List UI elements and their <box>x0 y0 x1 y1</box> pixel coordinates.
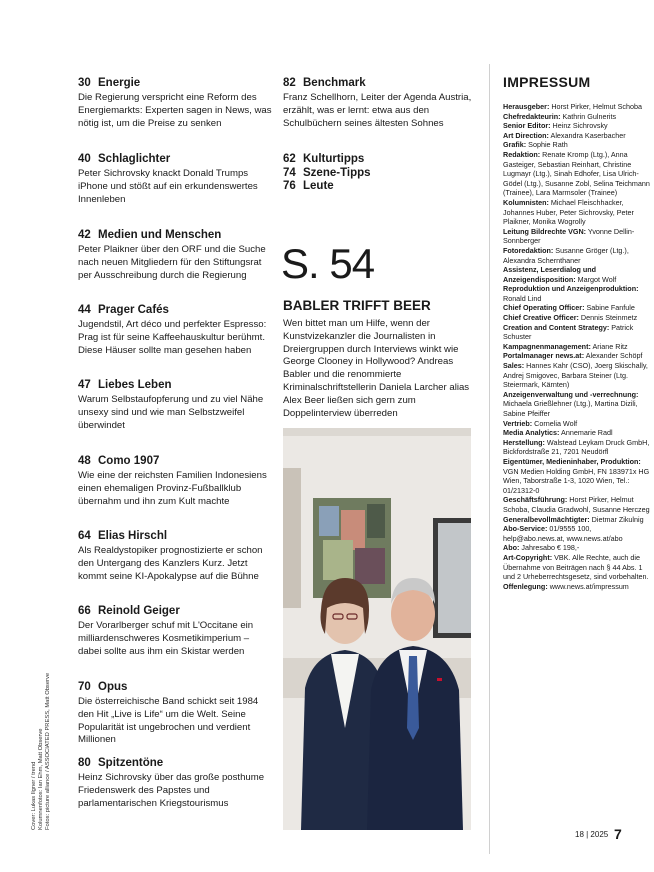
toc-item[interactable] <box>78 228 273 282</box>
toc-item[interactable] <box>78 454 273 508</box>
toc-item-benchmark[interactable] <box>283 76 478 130</box>
toc-page-number: 82 <box>283 77 296 89</box>
credit-line: Fotos: picture alliance / ASSOCIATED PRESS, Matt Observe <box>45 672 51 830</box>
impressum-value: 01/9555 100, help@abo.news.at, www.news.at/abo <box>503 524 623 543</box>
impressum-label: Herstellung: <box>503 437 545 447</box>
impressum-value: Horst Pirker, Helmut Schoba, Claudia Gradwohl, Susanne Herczeg <box>503 495 650 514</box>
toc-description: Peter Sichrovsky knackt Donald Trumps iPhone und stößt auf ein erkundenswertes Innenleben <box>78 168 258 205</box>
impressum-entry <box>503 457 651 495</box>
impressum-label: Chief Creative Officer: <box>503 313 579 323</box>
impressum-value: www.news.at/impressum <box>547 581 629 591</box>
impressum-value: Alexandra Kaserbacher <box>548 130 626 140</box>
toc-heading <box>78 228 273 242</box>
impressum-value: Kathrin Gulnerits <box>560 111 617 121</box>
toc-title: Reinold Geiger <box>98 605 180 617</box>
toc-page-number: 64 <box>78 530 91 542</box>
toc-title: Prager Cafés <box>98 304 169 316</box>
toc-item[interactable] <box>78 680 273 747</box>
impressum-entry <box>503 361 651 390</box>
toc-description: Die Regierung verspricht eine Reform des Energiemarkts: Experten sagen in News, was nötig ist, um die Preise zu senken <box>78 92 272 129</box>
toc-title: Como 1907 <box>98 455 160 467</box>
toc-item[interactable] <box>283 180 371 194</box>
toc-description: Warum Selbstaufopferung und zu viel Nähe unsexy sind und wie man Selbstzweifel überwindet <box>78 394 264 431</box>
impressum-value: Dietmar Zikulnig <box>589 514 644 524</box>
impressum-value: Ronald Lind <box>503 293 542 303</box>
impressum-value: Hannes Kahr (CSO), Joerg Skischally, Andrej Smigovec, Barbara Steiner (Ltg. Steiermark, Kärnten) <box>503 361 648 390</box>
impressum-entry <box>503 553 651 582</box>
impressum-entry <box>503 342 651 352</box>
short-toc-list <box>283 153 371 194</box>
impressum-entry <box>503 246 651 265</box>
toc-description: Die österreichische Band schickt seit 1984 den Hit „Live is Life“ um die Welt. Seine Popularität ist ungebrochen und verdient Millionen <box>78 696 259 746</box>
impressum-entry <box>503 131 651 141</box>
impressum-entry <box>503 351 651 361</box>
impressum-value: Cornelia Wolf <box>532 418 578 428</box>
impressum-label: Leitung Bildrechte VGN: <box>503 226 587 236</box>
credit-line: Kolumnenfotos: Ian Ehm, Matt Observe <box>38 728 44 830</box>
toc-title: Medien und Menschen <box>98 229 222 241</box>
impressum-value: Patrick Schuster <box>503 322 634 342</box>
impressum-entry <box>503 112 651 122</box>
toc-page-number: 44 <box>78 304 91 316</box>
impressum-title: IMPRESSUM <box>503 74 591 90</box>
toc-item[interactable] <box>78 529 273 583</box>
impressum-entry <box>503 150 651 198</box>
impressum-label: Chief Operating Officer: <box>503 303 585 313</box>
impressum-value: Michaela Grießlehner (Ltg.), Martina Dizili, Sabine Pfeiffer <box>503 399 638 418</box>
impressum-entry <box>503 303 651 313</box>
impressum-entry <box>503 428 651 438</box>
impressum-label: Geschäftsführung: <box>503 495 568 505</box>
impressum-value: Michael Fleischhacker, Johannes Huber, Peter Sichrovsky, Peter Plaikner, Monika Wogrolly <box>503 197 634 227</box>
impressum-entry <box>503 515 651 525</box>
impressum-label: Art-Copyright: <box>503 552 553 562</box>
impressum-label: Creation and Content Strategy: <box>503 322 610 332</box>
toc-title: Liebes Leben <box>98 379 172 391</box>
impressum-value: Jahresabo € 198,- <box>519 543 580 553</box>
toc-description: Der Vorarlberger schuf mit L'Occitane ein milliardenschweres Kosmetikimperium – dabei sollte aus ihm ein Skistar werden <box>78 620 254 657</box>
impressum-label: Reproduktion und Anzeigenproduktion: <box>503 284 639 294</box>
toc-page-number: 70 <box>78 681 91 693</box>
toc-description: Franz Schellhorn, Leiter der Agenda Austria, erzählt, was er lernt: etwa aus den Schulbüchern seines ältesten Sohnes <box>283 92 472 129</box>
impressum-label: Media Analytics: <box>503 428 560 438</box>
impressum-entry <box>503 323 651 342</box>
feature-title[interactable]: BABLER TRIFFT BEER <box>283 298 431 313</box>
impressum-label: Sales: <box>503 361 525 371</box>
impressum-value: Walstead Leykam Druck GmbH, Bickfordstraße 21, 7201 Neudörfl <box>503 437 650 457</box>
toc-page-number: 66 <box>78 605 91 617</box>
toc-page-number: 42 <box>78 229 91 241</box>
toc-description: Als Realdystopiker prognostizierte er schon den Untergang des Kanzlers Kurz. Jetzt kommt seine KI-Apokalypse auf die Bühne <box>78 545 263 582</box>
impressum-label: Assistenz, Leserdialog und Anzeigendisposition: <box>503 265 597 284</box>
impressum-label: Kolumnisten: <box>503 197 549 207</box>
impressum-label: Eigentümer, Medieninhaber, Produktion: <box>503 456 641 466</box>
toc-title: Spitzentöne <box>98 757 164 769</box>
impressum-entry <box>503 390 651 419</box>
toc-page-number: 80 <box>78 757 91 769</box>
impressum-entry <box>503 438 651 457</box>
impressum-value: Margot Wolf <box>575 274 617 284</box>
credit-line: Cover: Lukas Ilgner / trend <box>31 761 37 830</box>
toc-title: Benchmark <box>303 77 366 89</box>
impressum-label: Abo: <box>503 543 520 553</box>
toc-heading <box>283 76 478 90</box>
impressum-value: Sophie Rath <box>526 140 568 150</box>
toc-heading <box>78 378 273 392</box>
toc-title: Kulturtipps <box>303 153 365 165</box>
impressum-label: Art Direction: <box>503 130 549 140</box>
toc-heading <box>78 454 273 468</box>
toc-title: Elias Hirschl <box>98 530 168 542</box>
toc-description: Peter Plaikner über den ORF und die Suche nach neuen Mitgliedern für den Stiftungsrat per Ausschreibung durch die Regierung <box>78 244 266 281</box>
impressum-label: Abo-Service: <box>503 524 548 534</box>
impressum-entry <box>503 102 651 112</box>
impressum-value: Annemarie Radl <box>559 428 613 438</box>
toc-heading <box>78 604 273 618</box>
toc-heading <box>78 680 273 694</box>
toc-page-number: 40 <box>78 153 91 165</box>
toc-item[interactable] <box>283 167 371 181</box>
toc-item[interactable] <box>78 604 273 658</box>
impressum-label: Anzeigenverwaltung und -verrechnung: <box>503 389 639 399</box>
impressum-label: Portalmanager news.at: <box>503 351 585 361</box>
toc-item[interactable] <box>78 756 273 810</box>
impressum-entry <box>503 284 651 303</box>
column-divider <box>489 64 490 854</box>
toc-heading <box>78 76 273 90</box>
impressum-value: Susanne Gröger (Ltg.), Alexandra Schernthaner <box>503 245 629 265</box>
toc-title: Schlaglichter <box>98 153 171 165</box>
photo-credits <box>31 673 52 830</box>
toc-title: Leute <box>303 180 334 192</box>
toc-page-number: 74 <box>283 166 296 179</box>
feature-photo-illustration <box>283 428 471 830</box>
impressum-entry <box>503 543 651 553</box>
impressum-label: Grafik: <box>503 140 527 150</box>
impressum-value: Yvonne Dellin-Sonnberger <box>503 226 635 246</box>
impressum-body <box>503 102 651 591</box>
toc-item[interactable] <box>78 152 273 206</box>
impressum-value: Ariane Ritz <box>590 341 628 351</box>
impressum-entry <box>503 227 651 246</box>
toc-heading <box>78 756 273 770</box>
impressum-label: Fotoredaktion: <box>503 245 554 255</box>
impressum-label: Chefredakteurin: <box>503 111 561 121</box>
impressum-entry <box>503 524 651 543</box>
impressum-label: Herausgeber: <box>503 102 550 111</box>
toc-item[interactable] <box>283 153 371 167</box>
toc-title: Szene-Tipps <box>303 166 371 179</box>
toc-description: Heinz Sichrovsky über das große posthume Friedenswerk des Papstes und parlamentarischen Kriegstourismus <box>78 772 265 809</box>
impressum-entry <box>503 140 651 150</box>
toc-heading <box>78 529 273 543</box>
impressum-value: Renate Kromp (Ltg.), Anna Gasteiger, Sebastian Reinhart, Christine Lugmayr (Ltg.), Sinah Edhofer, Lisa Ulrich-Gödel (Ltg.), Susanne Zobl, Selina Teichmann (Trainee), Lara Marmsoler (Trainee) <box>503 149 650 198</box>
impressum-value: VGN Medien Holding GmbH, FN 183971x HG Wien, Taborstraße 1-3, 1020 Wien, Tel.: 01/21312-0 <box>503 466 650 495</box>
impressum-entry <box>503 265 651 284</box>
toc-heading <box>78 152 273 166</box>
impressum-label: Offenlegung: <box>503 581 548 591</box>
issue-number: 18 | 2025 <box>575 830 609 839</box>
toc-title: Opus <box>98 681 128 693</box>
page-number: 7 <box>614 826 622 842</box>
impressum-label: Redaktion: <box>503 149 541 159</box>
impressum-entry <box>503 313 651 323</box>
impressum-value: VBK. Alle Rechte, auch die Übernahme von Beiträgen nach § 44 Abs. 1 und 2 Urheberrechtsgesetz, sind vorbehalten. <box>503 552 649 582</box>
toc-page-number: 47 <box>78 379 91 391</box>
feature-page-label: S. 54 <box>281 240 375 287</box>
toc-heading <box>78 303 273 317</box>
impressum-value: Heinz Sichrovsky <box>550 121 608 131</box>
impressum-entry <box>503 495 651 514</box>
impressum-label: Senior Editor: <box>503 121 551 131</box>
toc-item[interactable] <box>78 378 273 432</box>
impressum-label: Generalbevollmächtigter: <box>503 514 590 524</box>
toc-item[interactable] <box>78 76 273 130</box>
toc-page-number: 48 <box>78 455 91 467</box>
feature-teaser: Wen bittet man um Hilfe, wenn der Kunstvizekanzler die Journalisten in Dreiergruppen durch Interviews winkt wie George Clooney in Hollywood? Andreas Babler und die renommierte Kriminalschriftstellerin Daniela Larcher alias Alex Beer ließen sich gern zum Doppelinterview überreden <box>283 318 470 419</box>
toc-description: Wie eine der reichsten Familien Indonesiens einen ehemaligen Provinz-Fußballklub übernahm und ihn zum Kult machte <box>78 470 267 507</box>
impressum-entry <box>503 198 651 227</box>
impressum-label: Kampagnenmanagement: <box>503 341 591 351</box>
toc-page-number: 30 <box>78 77 91 89</box>
impressum-value: Alexander Schöpf <box>584 351 643 361</box>
toc-item[interactable] <box>78 303 273 357</box>
impressum-value: Dennis Steinmetz <box>578 313 638 323</box>
impressum-value: Horst Pirker, Helmut Schoba <box>549 102 643 111</box>
impressum-value: Sabine Fanfule <box>584 303 635 313</box>
toc-title: Energie <box>98 77 141 89</box>
impressum-label: Vertrieb: <box>503 418 533 428</box>
toc-page-number: 76 <box>283 180 296 192</box>
impressum-entry <box>503 419 651 429</box>
impressum-entry <box>503 121 651 131</box>
feature-photo <box>283 428 471 830</box>
toc-page-number: 62 <box>283 153 296 165</box>
toc-description: Jugendstil, Art déco und perfekter Espresso: Prag ist für seine Kaffeehauskultur berühmt. Diese Häuser sollte man gesehen haben <box>78 319 267 356</box>
impressum-entry <box>503 582 651 592</box>
